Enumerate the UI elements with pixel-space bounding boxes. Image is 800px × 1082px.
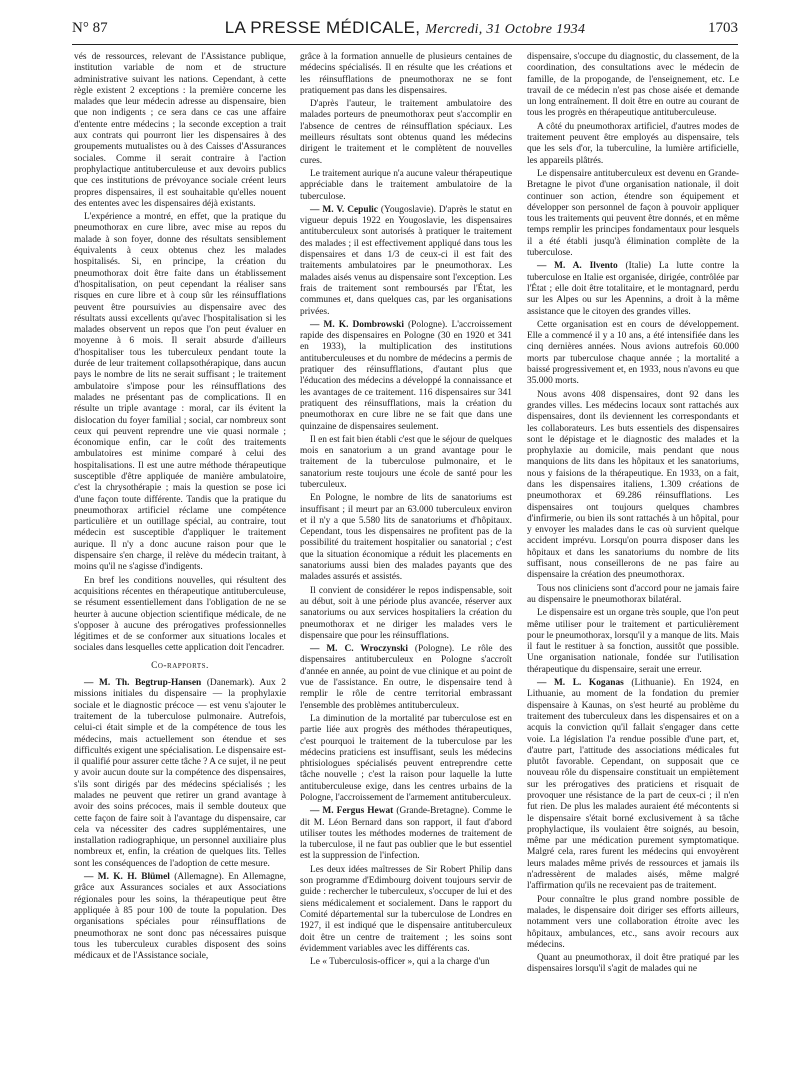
- paragraph-text: En Pologne, le nombre de lits de sanatoriums est insuffisant ; il meurt par an 63.000 tuberculeux environ et il n'y a que 5.580 lits de sanatoriums et d'hôpitaux. Cependant, tous les dispensaires ne profitent pas de la possibilité du traitement hospitalier ou sanatorial ; c'est que la situation économique a réduit les placements en sanatoriums aussi bien des malades payants que des malades assurés et assistés.: [300, 493, 512, 583]
- paragraph: [300, 205, 512, 318]
- section-heading: [74, 661, 286, 672]
- paragraph-text: L'expérience a montré, en effet, que la pratique du pneumothorax en cure libre, avec mise au repos du malade à son foyer, donne des résultats sensiblement équivalents à ceux obtenus chez les malades hospitalisés. Si, en principe, la création du pneumothorax doit être faite dans un établissement d'hospitalisation, on peut cependant la réaliser sans risques en cure libre et à coup sûr les réinsufflations peuvent être poursuivies au dispensaire avec des résultats aussi excellents qu'avec l'hospitalisation si les malades observent un repos que l'on peut évaluer en moyenne à 6 mois. Il serait absurde d'ailleurs d'hospitaliser tous les tuberculeux pendant toute la durée de leur traitement collapsothérapique, dans aucun pays le nombre de lits ne serait suffisant ; le traitement ambulatoire s'impose pour les réinsufflations des malades ne présentant pas de complications. Il en résulte un triple avantage : moral, car ils évitent la dislocation du foyer familial ; social, car nombreux sont ceux qui peuvent reprendre une vie quasi normale ; économique enfin, car le coût des traitements ambulatoires est minime comparé à celui des hospitalisations. Il est une autre méthode thérapeutique susceptible d'être appliquée de manière ambulatoire, c'est la chrysothérapie ; mais la question se pose ici d'une façon toute différente. Tandis que la pratique du pneumothorax artificiel réclame une compétence particulière et un outillage spécial, au contraire, tout médecin est susceptible d'appliquer le traitement aurique. Il n'y a donc aucune raison pour que le dispensaire s'en charge, il relève du médecin traitant, à moins qu'il ne s'agisse d'indigents.: [74, 212, 286, 573]
- paragraph: [300, 644, 512, 712]
- paragraph-text: Il convient de considérer le repos indispensable, soit au début, soit à une période plus avancée, réserver aux sanatoriums ou aux services hospitaliers la création du pneumothorax et ne diriger les malades vers le dispensaire que pour les réinsufflations.: [300, 585, 512, 641]
- paragraph: [74, 576, 286, 655]
- issue-number: N° 87: [72, 20, 108, 36]
- paragraph: [527, 52, 739, 120]
- publication-title: LA PRESSE MÉDICALE,: [224, 18, 421, 37]
- paragraph-text: Quant au pneumothorax, il doit être pratiqué par les dispensaires lorsqu'il s'agit de malades qui ne: [527, 953, 739, 975]
- paragraph-text: Nous avons 408 dispensaires, dont 92 dans les grandes villes. Les médecins locaux sont rattachés aux dispensaires, dont ils deviennent les correspondants et les collaborateurs. Les buts essentiels des dispensaires sont le dépistage et le diagnostic des malades et la prophylaxie au domicile, mais pendant que nous manquions de lits dans les hôpitaux et les sanatoriums, nous y faisions de la thérapeutique. En 1933, on a fait, dans les dispensaires italiens, 1.309 créations de pneumothorax et 69.286 réinsufflations. Les dispensaires ont toujours quelques chambres d'infirmerie, ou bien ils sont rattachés à un hôpital, pour y envoyer les malades dans le cas où survient quelque accident imprévu. Lorsqu'on pourra disposer dans les hôpitaux et dans les sanatoriums du nombre de lits suffisant, nous conseillerons de ne pas faire au dispensaire la création des pneumothorax.: [527, 389, 739, 581]
- paragraph-text: A côté du pneumothorax artificiel, d'autres modes de traitement peuvent être employés au dispensaire, tels que les sels d'or, la tuberculine, la lumière artificielle, les appareils plâtrés.: [527, 121, 739, 166]
- paragraph: [300, 99, 512, 167]
- paragraph-text: grâce à la formation annuelle de plusieurs centaines de médecins spécialisés. Il en résulte que les créations et les réinsufflations de pneumothorax ne se font pratiquement pas dans les dispensaires.: [300, 52, 512, 96]
- page-header: [72, 16, 738, 44]
- paragraph: [527, 953, 739, 976]
- paragraph: [74, 212, 286, 574]
- speaker-name: — M. C. Wroczynski: [310, 644, 408, 655]
- paragraph-text: Co-rapports.: [151, 660, 209, 671]
- text-column-right: [527, 52, 739, 1072]
- paragraph-text: (Lithuanie). En 1924, en Lithuanie, au moment de la fondation du premier dispensaire à Kaunas, on s'est heurté au problème du traitement des tuberculeux dans les dispensaires et on a acquis la conviction qu'il fallait s'engager dans cette voie. La législation l'a rendue possible d'une part, et, d'autre part, l'attitude des associations médicales fut plutôt favorable. Cependant, on supposait que ce nouveau rôle du dispensaire constituait un empiètement sur les prérogatives des praticiens et risquait de provoquer une résistance de la part de ceux-ci ; il n'en fut rien. De plus les malades auraient été mécontents si le dispensaire s'était borné exclusivement à sa tâche prophylactique, ils voulaient être soignés, au besoin, même par une médication purement symptomatique. Malgré cela, rares furent les médecins qui envoyèrent leurs malades même privés de ressources et jamais ils n'adressèrent de malades aisés, même malgré l'affirmation qu'ils ne recevaient pas de traitement.: [527, 678, 739, 892]
- page-number: 1703: [708, 20, 738, 36]
- speaker-name: — M. K. H. Blümel: [84, 872, 170, 883]
- paragraph: [74, 52, 286, 210]
- paragraph: [300, 806, 512, 862]
- paragraph: [527, 895, 739, 951]
- speaker-name: — M. Th. Begtrup-Hansen: [84, 678, 202, 689]
- paragraph: [527, 169, 739, 259]
- paragraph-text: (Italie) La lutte contre la tuberculose en Italie est organisée, dirigée, contrôlée par l'État ; elle doit être totalitaire, et le montagnard, perdu sur les Alpes ou sur les Apennins, a droit à la même assistance que le citoyen des grandes villes.: [527, 261, 739, 317]
- paragraph: [300, 493, 512, 583]
- speaker-name: — M. Fergus Hewat: [310, 806, 394, 817]
- text-column-left: [74, 52, 286, 1072]
- speaker-name: — M. A. Ilvento: [537, 261, 618, 272]
- paragraph-text: D'après l'auteur, le traitement ambulatoire des malades porteurs de pneumothorax peut s'accomplir en l'absence de centres de réinsufflation spéciaux. Les meilleurs résultats sont obtenus quand les médecins dirigent le traitement et le complètent de nouvelles cures.: [300, 99, 512, 166]
- paragraph-text: Il en est fait bien établi c'est que le séjour de quelques mois en sanatorium a un grand avantage pour le traitement de la tuberculose pulmonaire, et le sanatorium reste toujours une école de santé pour les tuberculeux.: [300, 434, 512, 490]
- paragraph-text: Le traitement aurique n'a aucune valeur thérapeutique appréciable dans le traitement ambulatoire de la tuberculose.: [300, 168, 512, 202]
- paragraph-text: Les deux idées maîtresses de Sir Robert Philip dans son programme d'Edimbourg doivent toujours servir de guide : rechercher le tuberculeux, s'occuper de lui et des siens médicalement et socialement. Dans le rapport du Comité départemental sur la tuberculose de Londres en 1927, il est indiqué que le dispensaire antituberculeux doit être un centre de traitement ; les soins sont évidemment variables avec les différents cas.: [300, 864, 512, 954]
- paragraph: [527, 678, 739, 893]
- paragraph: [527, 122, 739, 167]
- paragraph-text: Cette organisation est en cours de développement. Elle a commencé il y a 10 ans, a été intensifiée dans les cinq dernières années. Nous avions autrefois 60.000 morts par tuberculose chaque année ; la mortalité a baissé progressivement et, en 1933, nous n'avons eu que 35.000 morts.: [527, 319, 739, 387]
- paragraph-text: La diminution de la mortalité par tuberculose est en partie liée aux progrès des méthodes thérapeutiques, c'est pourquoi le traitement de la tuberculose par les médecins praticiens est insuffisant, seuls les médecins phtisiologues spécialisés peuvent entreprendre cette tâche nouvelle ; c'est la raison pour laquelle la lutte antituberculeuse exige, dans les centres urbains de la Pologne, l'accroissement de l'armement antituberculeux.: [300, 713, 512, 803]
- speaker-name: — M. K. Dombrowski: [310, 319, 404, 330]
- paragraph-text: (Grande-Bretagne). Comme le dit M. Léon Bernard dans son rapport, il faut d'abord utiliser toutes les méthodes modernes de traitement de la tuberculose, il ne faut pas oublier que le but essentiel est la suppression de l'infection.: [300, 806, 512, 862]
- paragraph-text: (Yougoslavie). D'après le statut en vigueur depuis 1922 en Yougoslavie, les dispensaires antituberculeux sont autorisés à pratiquer le traitement des malades ; il est effectivement appliqué dans tous les dispensaires et dans 1/3 de ceux-ci il est fait des traitements ambulatoires par le pneumothorax. Les malades aisés venus au dispensaire sont l'exception. Les frais de traitement sont remboursés par l'État, les communes et, dans quelques cas, par les organisations privées.: [300, 204, 512, 317]
- issue-date: Mercredi, 31 Octobre 1934: [425, 22, 586, 37]
- paragraph: [527, 608, 739, 676]
- speaker-name: — M. V. Cepulic: [310, 204, 378, 215]
- paragraph: [74, 678, 286, 870]
- paragraph-text: Le « Tuberculosis-officer », qui a la charge d'un: [310, 957, 490, 968]
- paragraph-text: En bref les conditions nouvelles, qui résultent des acquisitions récentes en thérapeutique antituberculeuse, se résument essentiellement dans l'obligation de ne se heurter à aucune objection scientifique médicale, de ne s'opposer à aucune des prérogatives professionnelles légitimes et de se conformer aux situations locales et sociales dans lesquelles cette application doit l'encadrer.: [74, 575, 286, 654]
- paragraph-text: vés de ressources, relevant de l'Assistance publique, institution variable de nom et de structure administrative suivant les nations. Cependant, à cette règle existent 2 exceptions : la première concerne les malades que leur médecin adresse au dispensaire, bien que non indigents ; ce sera dans ce cas une affaire d'entente entre médecins ; la seconde exception a trait aux contrats qui pourront lier les dispensaires à des groupements mutualistes ou à des Caisses d'Assurances sociales. Comme il serait contraire à l'action prophylactique antituberculeuse et aux devoirs publics que ces institutions de prévoyance sociale créent leurs propres dispensaires, il est souhaitable qu'elles nouent des ententes avec les dispensaires déjà existants.: [74, 52, 286, 209]
- paragraph: [300, 865, 512, 955]
- paragraph: [300, 169, 512, 203]
- paragraph: [527, 261, 739, 317]
- paragraph-text: (Pologne). Le rôle des dispensaires antituberculeux en Pologne s'accroît d'année en année, au point de vue clinique et au point de vue de l'assistance. En outre, le dispensaire tend à remplir le rôle de centre territorial embrassant l'ensemble des problèmes antituberculeux.: [300, 644, 512, 711]
- header-rule: [72, 44, 738, 45]
- masthead: [72, 18, 738, 38]
- paragraph-text: (Danemark). Aux 2 missions initiales du dispensaire — la prophylaxie sociale et le diagnostic précoce — est venu s'ajouter le traitement de la tuberculose pulmonaire. Autrefois, celui-ci était simple et de la compétence de tous les médecins, mais actuellement son étendue et ses difficultés exigent une spécialisation. Le dispensaire est-il qualifié pour assurer cette tâche ? A ce sujet, il ne peut y avoir aucun doute sur la compétence des dispensaires, s'ils sont dirigés par des médecins spécialisés ; les malades ne peuvent que retirer un grand avantage à avoir des soins précoces, mais il semble douteux que cette façon de faire soit à l'avantage du dispensaire, car cela va nécessiter des cadres supplémentaires, une installation radiographique, un personnel auxiliaire plus nombreux et, enfin, la création de quelques lits. Telles sont les conséquences de l'adoption de cette mesure.: [74, 678, 286, 869]
- paragraph: [527, 390, 739, 582]
- paragraph: [527, 584, 739, 607]
- paragraph-text: (Pologne). L'accroissement rapide des dispensaires en Pologne (30 en 1920 et 341 en 1933), la multiplication des institutions antituberculeuses et du nombre de médecins a permis de pratiquer des réinsufflations, d'autant plus que l'éducation des médecins a développé la connaissance et les avantages de ce traitement. 116 dispensaires sur 341 pratiquent des réinsufflations, mais la création du pneumothorax en cure libre ne se fait que dans une quinzaine de dispensaires seulement.: [300, 319, 512, 432]
- paragraph-text: dispensaire, s'occupe du diagnostic, du classement, de la coordination, des consultations avec le médecin de famille, de la propogande, de l'enseignement, etc. Le travail de ce médecin n'est pas chose aisée et demande un long entraînement. Il doit être en outre au courant de tous les progrès en thérapeutique antituberculeuse.: [527, 52, 739, 119]
- paragraph-text: Tous nos cliniciens sont d'accord pour ne jamais faire au dispensaire le pneumothorax bilatéral.: [527, 583, 739, 605]
- text-column-middle: [300, 52, 512, 1072]
- paragraph: [300, 435, 512, 491]
- paragraph: [300, 586, 512, 642]
- paragraph: [300, 714, 512, 804]
- paragraph-text: (Allemagne). En Allemagne, grâce aux Assurances sociales et aux Associations régionales pour les soins, la thérapeutique peut être appliquée à 85 pour 100 de toute la population. Des organisations spéciales pour réinsufflations de pneumothorax ne sont donc pas nécessaires puisque tous les tuberculeux curables disposent des soins médicaux et de l'Assistance sociale,: [74, 872, 286, 962]
- paragraph: [527, 320, 739, 388]
- speaker-name: — M. L. Koganas: [537, 678, 624, 689]
- paragraph: [300, 957, 512, 968]
- paragraph-text: Pour connaître le plus grand nombre possible de malades, le dispensaire doit diriger ses efforts ailleurs, notamment vers une collaboration étroite avec les hôpitaux, ambulances, etc., sans avoir recours aux médecins.: [527, 894, 739, 950]
- paragraph: [300, 320, 512, 433]
- paragraph-text: Le dispensaire est un organe très souple, que l'on peut même utiliser pour le traitement et particulièrement pour le pneumothorax, lorsqu'il y a manque de lits. Mais il faut le restituer à sa fonction, aussitôt que possible. Une organisation nationale, fondée sur l'utilisation thérapeutique du dispensaire, serait une erreur.: [527, 608, 739, 675]
- paragraph: [74, 872, 286, 962]
- paragraph-text: Le dispensaire antituberculeux est devenu en Grande-Bretagne le pivot d'une organisation nationale, il doit continuer son action, étendre son équipement et développer son personnel de façon à pouvoir appliquer tous les traitements qui peuvent être donnés, et en même temps remplir les principes fondamentaux pour lesquels il a été établi jusqu'à élimination complète de la tuberculose.: [527, 168, 739, 259]
- paragraph: [300, 52, 512, 97]
